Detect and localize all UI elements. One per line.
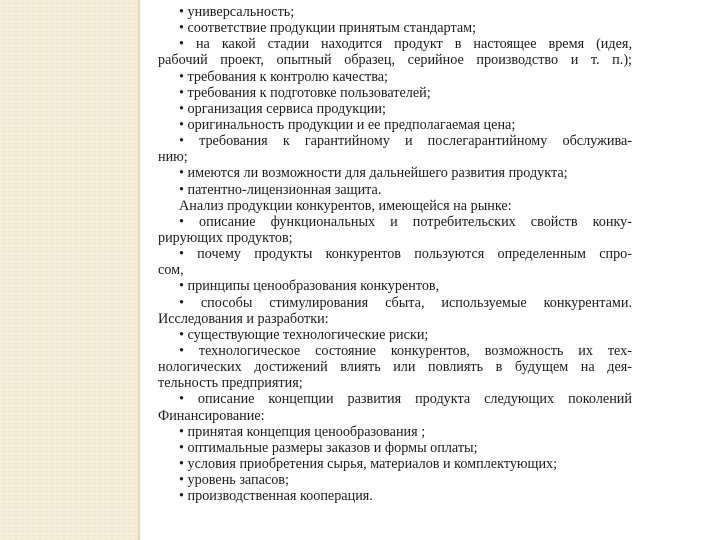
bullet-line: • оригинальность продукции и ее предполагаемая цена; [179,116,516,133]
text-line: Финансирование: [158,407,265,424]
text-line: нологических достижений влиять или повлиять в будущем на дея- [158,359,632,376]
text-line: нию; [158,149,188,166]
side-panel-edge [138,0,140,540]
bullet-line: • требования к подготовке пользователей; [179,84,431,101]
text-line: Исследования и разработки: [158,310,329,327]
decorative-side-panel [0,0,140,540]
text-line: рабочий проект, опытный образец, серийное производство и т. п.); [158,52,632,69]
text-line: Анализ продукции конкурентов, имеющейся на рынке: [179,197,512,214]
bullet-line: • производственная кооперация. [179,488,373,505]
bullet-line: • существующие технологические риски; [179,326,429,343]
bullet-line: • универсальность; [179,4,295,20]
bullet-line: • технологическое состояние конкурентов, возможность их тех- [179,342,632,359]
bullet-line: • способы стимулирования сбыта, используемые конкурентами. [179,294,632,311]
bullet-line: • требования к контролю качества; [179,68,388,85]
bullet-line: • соответствие продукции принятым стандартам; [179,20,477,37]
bullet-line: • условия приобретения сырья, материалов и комплектующих; [179,455,558,472]
bullet-line: • имеются ли возможности для дальнейшего развития продукта; [179,165,568,182]
text-line: тельность предприятия; [158,375,303,392]
bullet-line: • на какой стадии находится продукт в настоящее время (идея, [179,36,632,53]
text-line: рирующих продуктов; [158,229,293,246]
bullet-line: • оптимальные размеры заказов и формы оплаты; [179,439,478,456]
bullet-line: • уровень запасов; [179,472,289,489]
bullet-line: • принятая концепция ценообразования ; [179,423,426,440]
bullet-line: • требования к гарантийному и послегарантийному обслужива- [179,133,632,150]
bullet-line: • описание функциональных и потребительских свойств конку- [179,213,632,230]
bullet-line: • почему продукты конкурентов пользуются определенным спро- [179,246,632,263]
bullet-line: • описание концепции развития продукта следующих поколений [179,391,632,408]
bullet-line: • организация сервиса продукции; [179,100,386,117]
bullet-line: • патентно-лицензионная защита. [179,181,382,198]
bullet-line: • принципы ценообразования конкурентов, [179,278,440,295]
text-line: сом, [158,262,184,279]
document-text-block [158,4,632,504]
